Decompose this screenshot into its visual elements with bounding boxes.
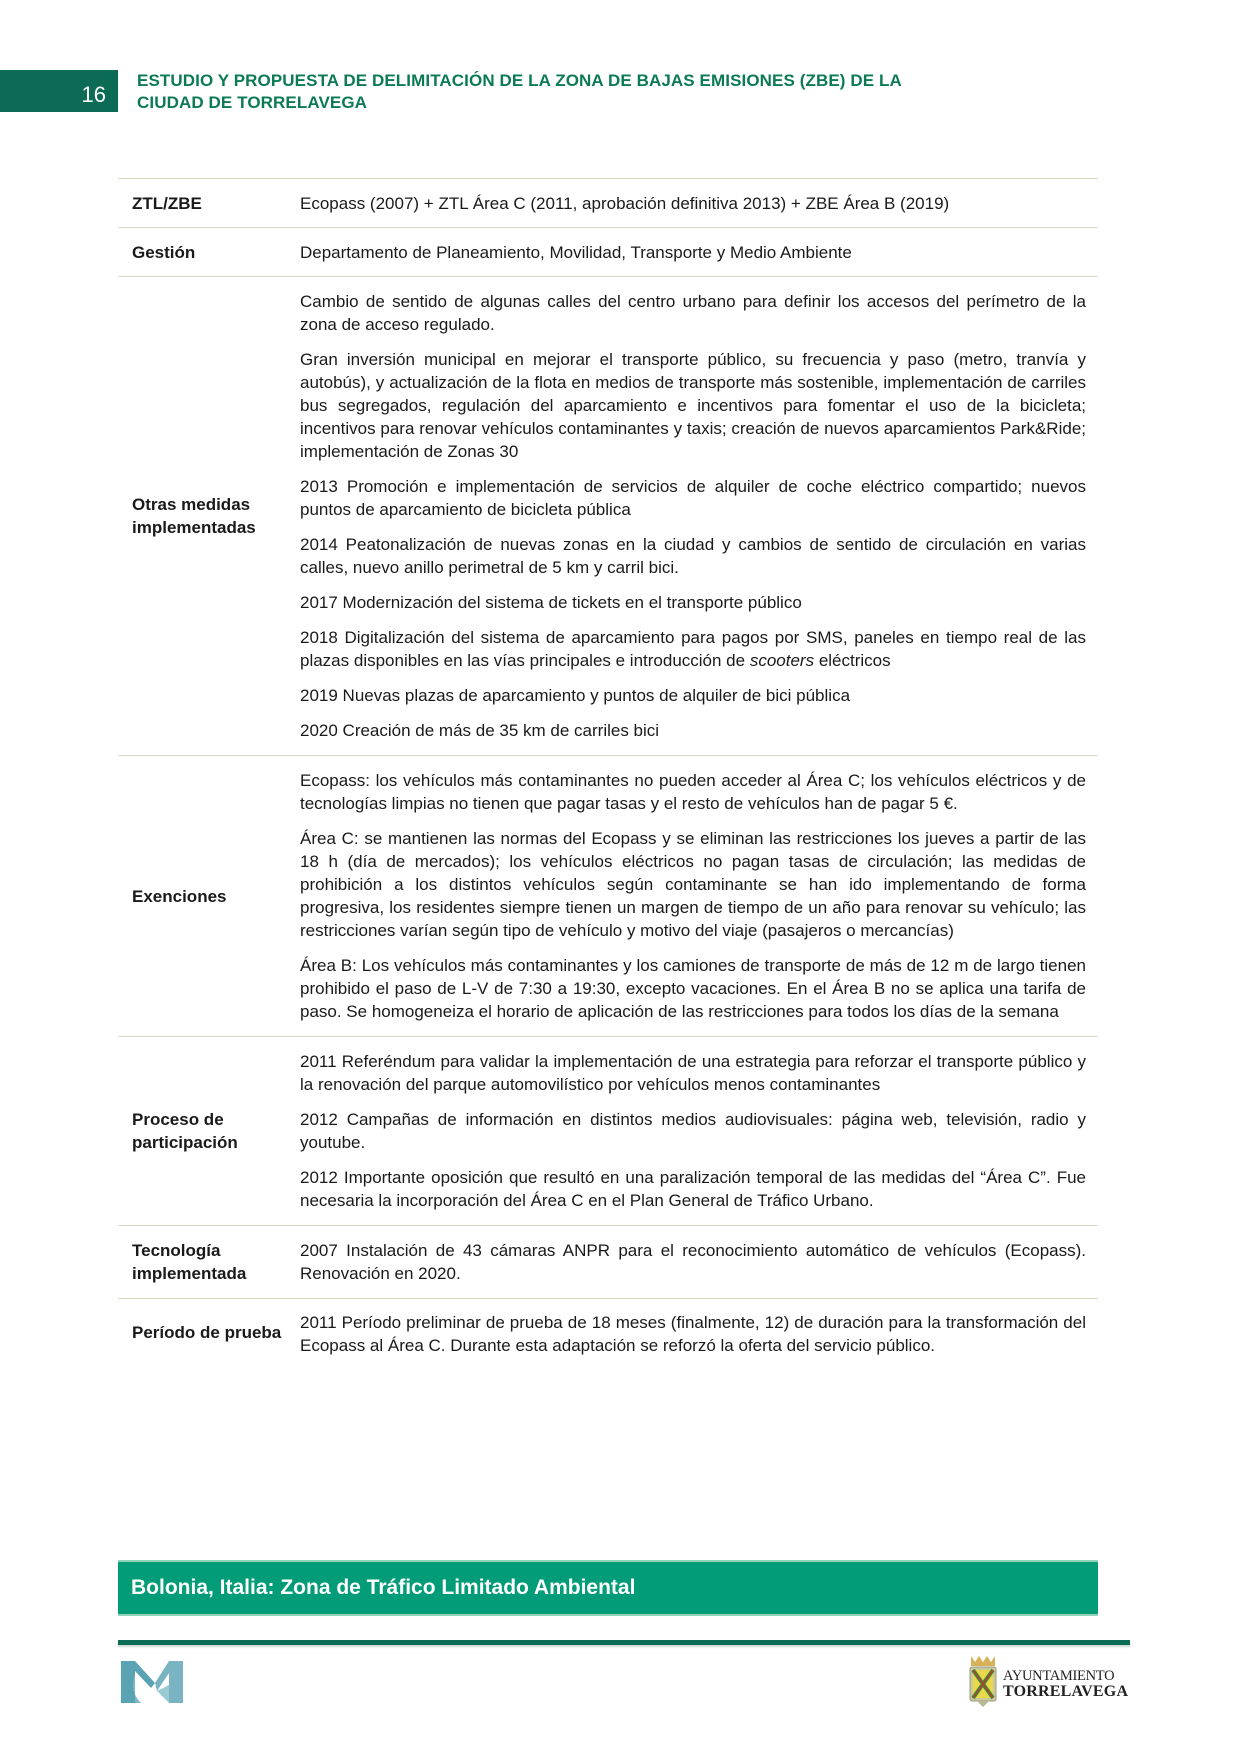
- row-paragraph: 2013 Promoción e implementación de servicios de alquiler de coche eléctrico compartido; nuevos puntos de aparcamiento de bicicleta pública: [300, 477, 1086, 519]
- row-paragraph: Ecopass: los vehículos más contaminantes no pueden acceder al Área C; los vehículos eléctricos y de tecnologías limpias no tienen que pagar tasas y el resto de vehículos han de pagar 5 €.: [300, 771, 1086, 813]
- coat-of-arms-icon: [967, 1654, 999, 1709]
- table-row-gestion: [118, 227, 1098, 276]
- row-label: Exenciones: [132, 886, 227, 906]
- row-content: [300, 1299, 1098, 1372]
- row-paragraph: 2012 Importante oposición que resultó en una paralización temporal de las medidas del “Área C”. Fue necesaria la incorporación del Área C en el Plan General de Tráfico Urbano.: [300, 1168, 1086, 1210]
- row-content: [300, 756, 1098, 1036]
- row-label: Proceso de participación: [132, 1110, 238, 1152]
- section-banner: [118, 1560, 1098, 1616]
- table-row-periodo-prueba: [118, 1298, 1098, 1372]
- logo-line-2: TORRELAVEGA: [1003, 1683, 1129, 1700]
- table-row-otras-medidas: [118, 276, 1098, 755]
- row-content: [300, 241, 1098, 264]
- row-paragraph: Área B: Los vehículos más contaminantes y los camiones de transporte de más de 12 m de largo tienen prohibido el paso de L-V de 7:30 a 19:30, excepto vacaciones. En el Área B no se aplica una tarifa de paso. Se homogeneiza el horario de aplicación de las restricciones para todos los días de la semana: [300, 956, 1086, 1021]
- row-paragraph-text: 2018 Digitalización del sistema de aparcamiento para pagos por SMS, paneles en tiempo real de las plazas disponibles en las vías principales e introducción de: [300, 628, 1086, 670]
- city-info-table: [118, 178, 1098, 1372]
- row-content: [300, 1037, 1098, 1225]
- table-row-ztl-zbe: [118, 178, 1098, 227]
- row-label: Gestión: [132, 242, 196, 262]
- page-number: 16: [81, 82, 106, 107]
- row-paragraph: Cambio de sentido de algunas calles del centro urbano para definir los accesos del perímetro de la zona de acceso regulado.: [300, 292, 1086, 334]
- row-paragraph-tail: eléctricos: [818, 651, 891, 670]
- page-number-block: [0, 70, 118, 112]
- ayuntamiento-logo: [967, 1654, 1129, 1709]
- row-content: [300, 277, 1098, 755]
- row-paragraph: Departamento de Planeamiento, Movilidad, Transporte y Medio Ambiente: [300, 242, 852, 262]
- logo-line-1: AYUNTAMIENTO: [1003, 1668, 1115, 1684]
- row-label: Tecnología implementada: [132, 1241, 247, 1283]
- row-content: [300, 192, 1098, 215]
- footer-divider: [118, 1640, 1130, 1645]
- row-paragraph: 2011 Referéndum para validar la implementación de una estrategia para reforzar el transporte público y la renovación del parque automovilístico por vehículos menos contaminantes: [300, 1052, 1086, 1094]
- row-paragraph: 2019 Nuevas plazas de aparcamiento y puntos de alquiler de bici pública: [300, 686, 851, 705]
- row-paragraph: 2012 Campañas de información en distintos medios audiovisuales: página web, televisión, radio y youtube.: [300, 1110, 1086, 1152]
- table-row-exenciones: [118, 755, 1098, 1036]
- row-paragraph: 2020 Creación de más de 35 km de carriles bici: [300, 721, 660, 740]
- italic-term: scooters: [749, 651, 815, 670]
- section-title: Bolonia, Italia: Zona de Tráfico Limitado Ambiental: [131, 1576, 636, 1599]
- consultancy-logo-icon: [121, 1661, 183, 1703]
- row-paragraph: 2014 Peatonalización de nuevas zonas en la ciudad y cambios de sentido de circulación en varias calles, nuevo anillo perimetral de 5 km y carril bici.: [300, 535, 1086, 577]
- row-label: ZTL/ZBE: [132, 193, 202, 213]
- row-paragraph-2018: [300, 626, 1086, 672]
- row-paragraph: Gran inversión municipal en mejorar el transporte público, su frecuencia y paso (metro, tranvía y autobús), y actualización de la flota en medios de transporte más sostenible, implementación de carriles bus segregados, regulación del aparcamiento e incentivos para fomentar el uso de la bicicleta; incentivos para renovar vehículos contaminantes y taxis; creación de nuevos aparcamientos Park&Ride; implementación de Zonas 30: [300, 350, 1086, 461]
- row-paragraph: 2011 Período preliminar de prueba de 18 meses (finalmente, 12) de duración para la transformación del Ecopass al Área C. Durante esta adaptación se reforzó la oferta del servicio público.: [300, 1313, 1086, 1355]
- row-content: [300, 1226, 1098, 1298]
- document-title: ESTUDIO Y PROPUESTA DE DELIMITACIÓN DE LA ZONA DE BAJAS EMISIONES (ZBE) DE LA CIUDAD DE TORRELAVEGA: [137, 71, 902, 112]
- row-label: Otras medidas implementadas: [132, 495, 256, 537]
- row-paragraph: Ecopass (2007) + ZTL Área C (2011, aprobación definitiva 2013) + ZBE Área B (2019): [300, 193, 950, 213]
- table-row-proceso-participacion: [118, 1036, 1098, 1225]
- row-paragraph: 2007 Instalación de 43 cámaras ANPR para el reconocimiento automático de vehículos (Ecopass). Renovación en 2020.: [300, 1241, 1086, 1283]
- row-paragraph: 2017 Modernización del sistema de tickets en el transporte público: [300, 593, 802, 612]
- row-label: Período de prueba: [132, 1323, 282, 1342]
- ayuntamiento-logo-text: [1003, 1668, 1128, 1700]
- table-row-tecnologia: [118, 1225, 1098, 1298]
- row-paragraph: Área C: se mantienen las normas del Ecopass y se eliminan las restricciones los jueves a partir de las 18 h (día de mercados); los vehículos eléctricos no pagan tasas de circulación; las medidas de prohibición a los distintos vehículos según contaminante se han ido implementando de forma progresiva, los residentes siempre tienen un margen de tiempo de un año para renovar su vehículo; las restricciones varían según tipo de vehículo y motivo del viaje (pasajeros o mercancías): [300, 829, 1086, 940]
